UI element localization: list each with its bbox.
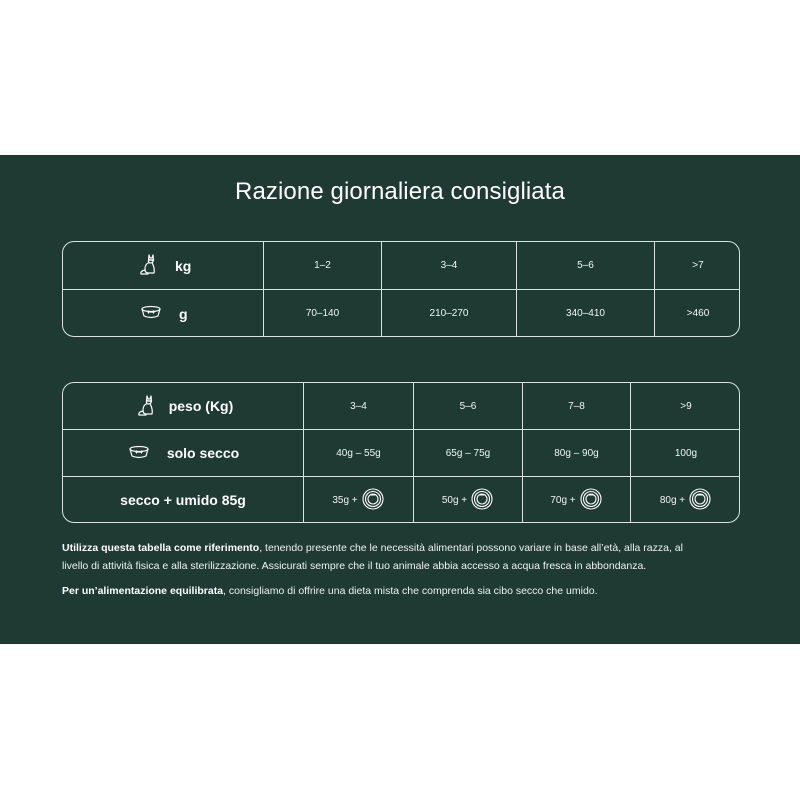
table-row-dry [63, 430, 739, 476]
row-header-weight [63, 242, 263, 289]
cat-icon [133, 393, 157, 420]
table-cell: >460 [654, 290, 740, 337]
row-label: g [179, 305, 188, 322]
row-header-weight [63, 383, 303, 429]
row-label: kg [175, 257, 192, 274]
cat-icon [135, 252, 159, 279]
feeding-table-mixed [62, 382, 740, 523]
row-header-dry [63, 430, 303, 476]
note-text: , tenendo presente che le necessità alimentari possono variare in base all’età, alla razza, al [259, 542, 683, 554]
row-label: peso (Kg) [168, 398, 234, 414]
note-text: , consigliamo di offrire una dieta mista che comprenda sia cibo secco che umido. [223, 585, 598, 597]
table-cell: 40g – 55g [303, 430, 413, 476]
dry-amount: 35g + [332, 494, 358, 506]
table-row-grams [63, 290, 739, 337]
dry-amount: 80g + [659, 494, 686, 506]
wet-food-can-icon [579, 487, 603, 514]
table-cell: >7 [654, 242, 740, 289]
table-row-weight [63, 242, 739, 289]
feeding-table-basic [62, 241, 740, 337]
row-header-mixed [63, 477, 303, 523]
table-cell: 80g – 90g [522, 430, 630, 476]
food-bowl-icon [127, 443, 151, 464]
table-cell [303, 477, 413, 523]
note-line [62, 582, 742, 600]
table-cell: 65g – 75g [413, 430, 522, 476]
note-bold: Per un’alimentazione equilibrata [62, 585, 224, 597]
note-line-1 [62, 539, 742, 557]
note-balanced-diet [62, 582, 742, 600]
table-cell: 100g [630, 430, 740, 476]
row-label: secco + umido 85g [120, 492, 246, 508]
note-bold: Utilizza questa tabella come riferimento [62, 542, 260, 554]
table-cell: >9 [630, 383, 740, 429]
table-cell: 3–4 [381, 242, 516, 289]
table-cell: 70–140 [263, 290, 381, 337]
wet-food-can-icon [470, 487, 494, 514]
row-label: solo secco [166, 445, 240, 461]
table-cell: 1–2 [263, 242, 381, 289]
table-cell [413, 477, 522, 523]
feeding-guide-panel [0, 155, 800, 644]
table-cell [522, 477, 630, 523]
dry-amount: 50g + [441, 494, 468, 506]
table-cell: 5–6 [516, 242, 654, 289]
table-row-weight [63, 383, 739, 429]
table-row-mixed [63, 477, 739, 523]
dry-amount: 70g + [550, 494, 576, 506]
page-title: Razione giornaliera consigliata [235, 178, 565, 205]
food-bowl-icon [139, 303, 163, 324]
wet-food-can-icon [361, 487, 385, 514]
table-cell: 5–6 [413, 383, 522, 429]
note-line-2: livello di attività fisica e alla sterilizzazione. Assicurati sempre che il tuo animale abbia accesso a acqua fresca in abbondanza. [62, 560, 647, 572]
note-reference [62, 539, 742, 575]
wet-food-can-icon [688, 487, 712, 514]
table-cell: 210–270 [381, 290, 516, 337]
table-cell: 7–8 [522, 383, 630, 429]
row-header-grams [63, 290, 263, 337]
table-cell [630, 477, 740, 523]
table-cell: 340–410 [516, 290, 654, 337]
table-cell: 3–4 [303, 383, 413, 429]
